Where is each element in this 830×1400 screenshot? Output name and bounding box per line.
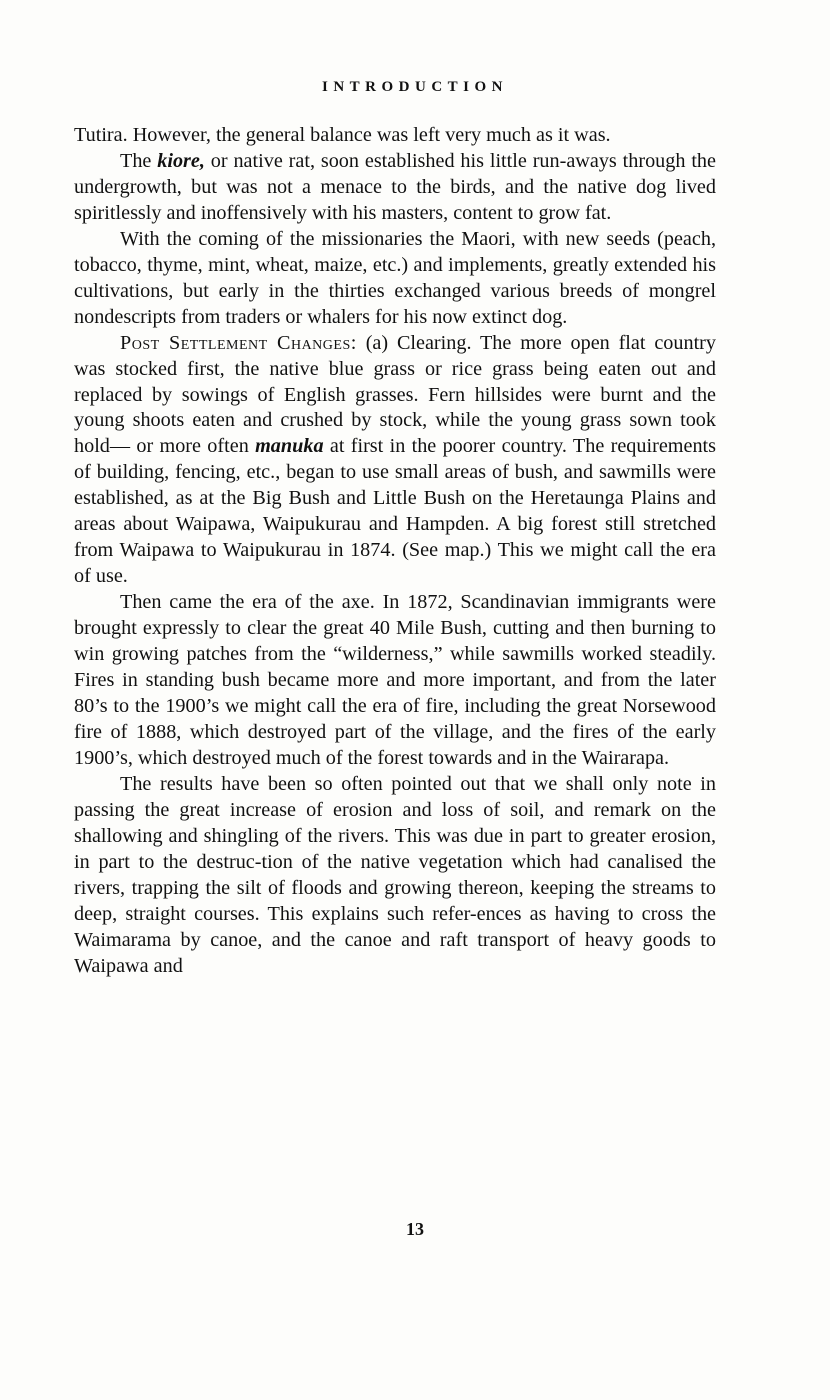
- term-manuka: manuka: [255, 435, 324, 458]
- paragraph-kiore-rest: or native rat, soon established his little run-aways through the undergrowth, but was not a menace to the birds, and the native dog lived spiritlessly and inoffensively with his masters, content to grow fat.: [74, 149, 716, 224]
- paragraph-results: The results have been so often pointed out that we shall only note in passing the great increase of erosion and loss of soil, and remark on the shallowing and shingling of the rivers. This was due in part to greater erosion, in part to the destruc-tion of the native vegetation which had canalised the rivers, trapping the silt of floods and growing thereon, keeping the streams to deep, straight courses. This explains such refer-ences as having to cross the Waimarama by canoe, and the canoe and raft transport of heavy goods to Waipawa and: [74, 772, 716, 977]
- paragraph-kiore: [74, 149, 716, 227]
- page-number: 13: [406, 1219, 424, 1239]
- term-kiore: kiore,: [157, 149, 205, 172]
- section-heading-post-settlement: Post Settlement Changes:: [120, 331, 357, 354]
- paragraph-era-of-axe: Then came the era of the axe. In 1872, Scandinavian immigrants were brought expressly to clear the great 40 Mile Bush, cutting and then burning to win growing patches from the “wilderness,” while sawmills worked steadily. Fires in standing bush became more and more important, and from the later 80’s to the 1900’s we might call the era of fire, including the great Norsewood fire of 1888, which destroyed part of the village, and the fires of the early 1900’s, which destroyed much of the forest towards and in the Wairarapa.: [74, 591, 716, 769]
- paragraph-clearing-part2: at first in the poorer country. The requirements of building, fencing, etc., began to use small areas of bush, and sawmills were established, as at the Big Bush and Little Bush on the Heretaunga Plains and areas about Waipawa, Waipukurau and Hampden. A big forest still stretched from Waipawa to Waipukurau in 1874. (See map.) This we might call the era of use.: [74, 435, 716, 588]
- paragraph-clearing-part1: (a) Clearing. The more open flat country was stocked first, the native blue grass or rice grass being eaten out and replaced by sowings of English grasses. Fern hillsides were burnt and the young shoots eaten and crushed by stock, while the young grass sown took hold— or more often: [74, 331, 716, 458]
- running-head: INTRODUCTION: [321, 79, 508, 95]
- paragraph-missionaries: With the coming of the missionaries the Maori, with new seeds (peach, tobacco, thyme, mint, wheat, maize, etc.) and implements, greatly extended his cultivations, but early in the thirties exchanged various breeds of mongrel nondescripts from traders or whalers for his now extinct dog.: [74, 227, 716, 328]
- paragraph-kiore-lead: The: [120, 149, 158, 172]
- body-text: [74, 123, 716, 979]
- paragraph-post-settlement: [74, 331, 716, 591]
- paragraph-tutira: Tutira. However, the general balance was left very much as it was.: [74, 124, 611, 146]
